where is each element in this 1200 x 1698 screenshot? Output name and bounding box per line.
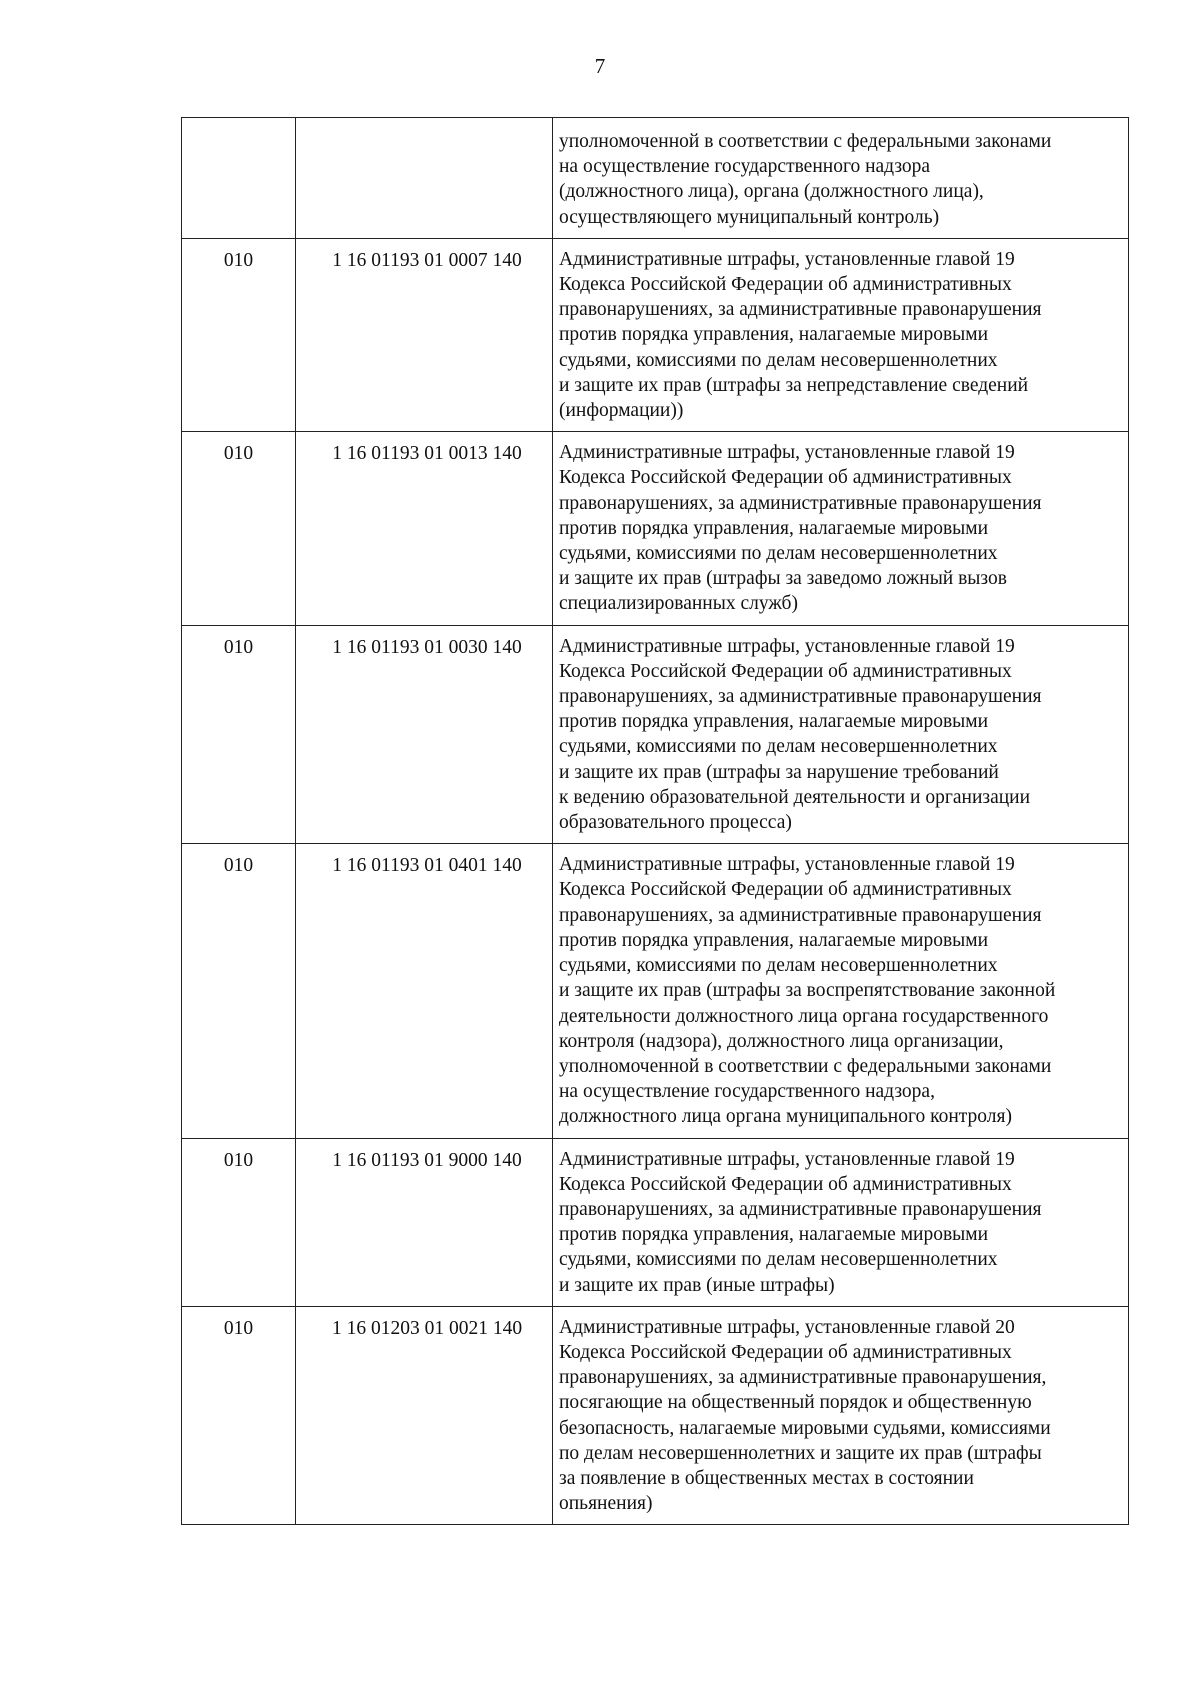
description-line: судьями, комиссиями по делам несовершеннолетних [559,736,998,758]
kbk-code-cell: 1 16 01193 01 0030 140 [296,625,553,844]
description-line: Административные штрафы, установленные главой 20 [559,1316,1015,1338]
description-line: Кодекса Российской Федерации об административных [559,467,1012,489]
description-line: Административные штрафы, установленные главой 19 [559,854,1015,876]
description-line: Административные штрафы, установленные главой 19 [559,442,1015,464]
description-cell [553,432,1129,625]
description-line: правонарушениях, за административные правонарушения, [559,1367,1047,1389]
description-line: (должностного лица), органа (должностного лица), [559,181,984,203]
description-line: должностного лица органа муниципального контроля) [559,1106,1012,1128]
description-line: и защите их прав (штрафы за воспрепятствование законной [559,980,1056,1002]
description-line: (информации)) [559,400,684,422]
description-line: уполномоченной в соответствии с федеральными законами [559,131,1052,152]
kbk-code-cell: 1 16 01193 01 0013 140 [296,432,553,625]
revenue-codes-table [181,117,1129,1525]
admin-code-cell: 010 [182,238,296,431]
table-row [182,844,1129,1138]
description-line: образовательного процесса) [559,812,792,834]
admin-code-cell: 010 [182,432,296,625]
description-line: Кодекса Российской Федерации об административных [559,879,1012,901]
description-cell [553,118,1129,239]
admin-code-cell: 010 [182,1306,296,1525]
description-line: Кодекса Российской Федерации об административных [559,274,1012,296]
description-line: и защите их прав (штрафы за нарушение требований [559,761,999,783]
description-line: правонарушениях, за административные правонарушения [559,904,1042,926]
description-line: правонарушениях, за административные правонарушения [559,299,1042,321]
description-line: против порядка управления, налагаемые мировыми [559,324,989,346]
description-line: против порядка управления, налагаемые мировыми [559,1224,989,1246]
description-line: правонарушениях, за административные правонарушения [559,1198,1042,1220]
kbk-code-cell [296,118,553,239]
table-row [182,1138,1129,1306]
table-row [182,238,1129,431]
description-line: судьями, комиссиями по делам несовершеннолетних [559,349,998,371]
description-cell [553,1138,1129,1306]
description-line: Административные штрафы, установленные главой 19 [559,1148,1015,1170]
description-line: осуществляющего муниципальный контроль) [559,206,940,228]
admin-code-cell: 010 [182,1138,296,1306]
kbk-code-cell: 1 16 01203 01 0021 140 [296,1306,553,1525]
description-line: уполномоченной в соответствии с федеральными законами [559,1055,1052,1077]
description-line: специализированных служб) [559,593,798,615]
table-body [182,118,1129,1525]
kbk-code-cell: 1 16 01193 01 0007 140 [296,238,553,431]
description-line: на осуществление государственного надзора [559,156,931,178]
description-line: деятельности должностного лица органа государственного [559,1005,1049,1027]
description-line: Кодекса Российской Федерации об административных [559,660,1012,682]
description-line: посягающие на общественный порядок и общественную [559,1392,1032,1414]
admin-code-cell: 010 [182,844,296,1138]
description-line: Кодекса Российской Федерации об административных [559,1341,1012,1363]
description-line: контроля (надзора), должностного лица организации, [559,1030,1004,1052]
description-line: на осуществление государственного надзора, [559,1081,935,1103]
kbk-code-cell: 1 16 01193 01 0401 140 [296,844,553,1138]
description-cell [553,844,1129,1138]
description-line: по делам несовершеннолетних и защите их прав (штрафы [559,1442,1042,1464]
admin-code-cell [182,118,296,239]
description-cell [553,238,1129,431]
description-line: и защите их прав (штрафы за непредставление сведений [559,374,1029,396]
description-line: опьянения) [559,1493,653,1515]
table-row [182,118,1129,239]
description-line: и защите их прав (штрафы за заведомо ложный вызов [559,568,1007,590]
table-row [182,1306,1129,1525]
description-line: к ведению образовательной деятельности и организации [559,786,1031,808]
table-row [182,625,1129,844]
admin-code-cell: 010 [182,625,296,844]
description-line: безопасность, налагаемые мировыми судьями, комиссиями [559,1417,1051,1439]
kbk-code-cell: 1 16 01193 01 9000 140 [296,1138,553,1306]
description-line: судьями, комиссиями по делам несовершеннолетних [559,955,998,977]
page-number: 7 [594,54,606,78]
description-cell [553,625,1129,844]
description-line: правонарушениях, за административные правонарушения [559,492,1042,514]
description-line: правонарушениях, за административные правонарушения [559,686,1042,708]
description-line: судьями, комиссиями по делам несовершеннолетних [559,543,998,565]
description-line: Административные штрафы, установленные главой 19 [559,248,1015,270]
description-line: за появление в общественных местах в состоянии [559,1467,974,1489]
description-cell [553,1306,1129,1525]
description-line: Административные штрафы, установленные главой 19 [559,635,1015,657]
description-line: и защите их прав (иные штрафы) [559,1274,835,1296]
description-line: против порядка управления, налагаемые мировыми [559,929,989,951]
table-row [182,432,1129,625]
description-line: судьями, комиссиями по делам несовершеннолетних [559,1249,998,1271]
description-line: против порядка управления, налагаемые мировыми [559,711,989,733]
description-line: против порядка управления, налагаемые мировыми [559,517,989,539]
description-line: Кодекса Российской Федерации об административных [559,1173,1012,1195]
